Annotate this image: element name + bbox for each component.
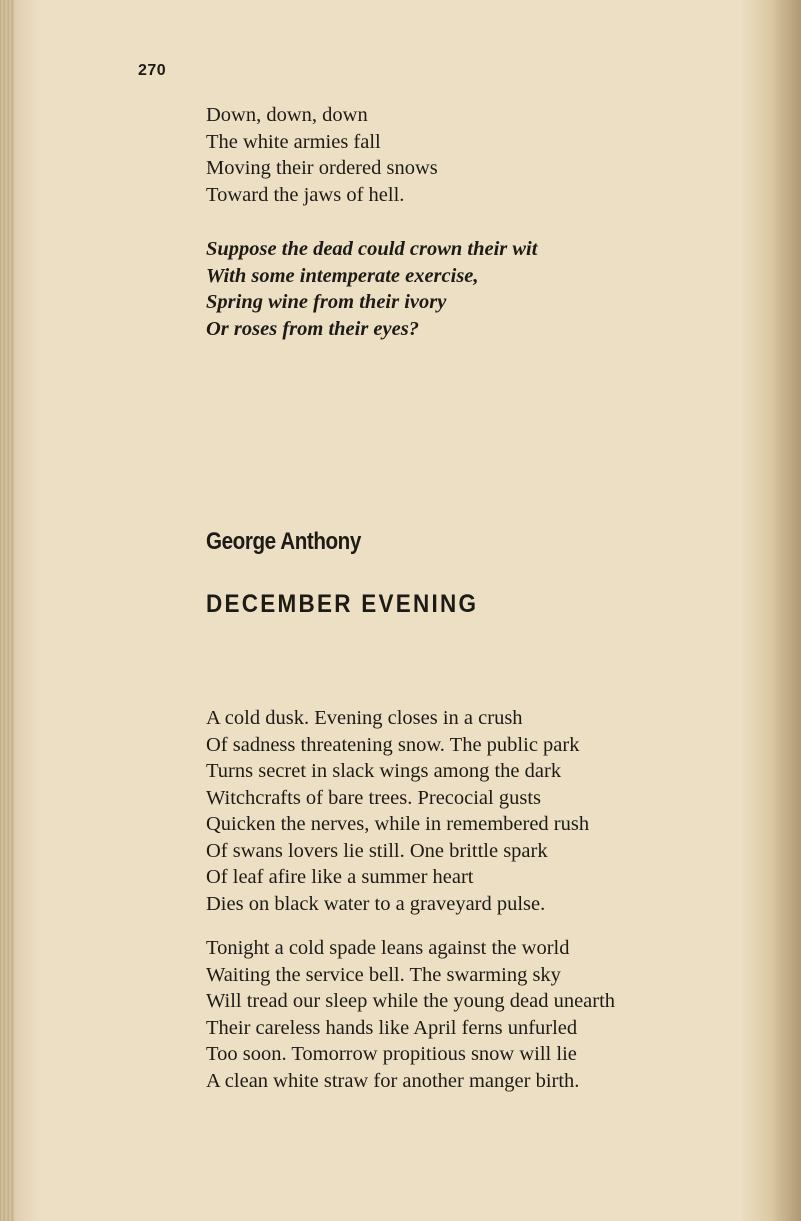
page-edge-shadow <box>771 0 801 1221</box>
poem-author: George Anthony <box>206 528 361 555</box>
book-spine-shadow <box>0 0 14 1221</box>
verse-line: Toward the jaws of hell. <box>206 183 405 206</box>
verse-line: Or roses from their eyes? <box>206 317 419 340</box>
poem-stanza-2 <box>206 935 615 1094</box>
verse-line: Too soon. Tomorrow propitious snow will lie <box>206 1043 577 1065</box>
verse-line: Of leaf afire like a summer heart <box>206 866 474 888</box>
verse-line: Spring wine from their ivory <box>206 291 447 313</box>
verse-line: With some intemperate exercise, <box>206 264 479 287</box>
verse-line: The white armies fall <box>206 130 381 153</box>
verse-line: Witchcrafts of bare trees. Precocial gusts <box>206 786 542 809</box>
poem-title: DECEMBER EVENING <box>206 590 479 618</box>
verse-line: Waiting the service bell. The swarming sky <box>206 963 561 986</box>
verse-line: Turns secret in slack wings among the dark <box>206 760 562 782</box>
verse-line: Dies on black water to a graveyard pulse. <box>206 892 546 915</box>
verse-line: Of sadness threatening snow. The public park <box>206 733 580 756</box>
poem-stanza-1 <box>206 705 589 917</box>
verse-line: Of swans lovers lie still. One brittle spark <box>206 839 548 862</box>
verse-line: Moving their ordered snows <box>206 157 438 179</box>
verse-line: Suppose the dead could crown their wit <box>206 238 538 260</box>
verse-line: A clean white straw for another manger birth. <box>206 1069 580 1092</box>
verse-line: A cold dusk. Evening closes in a crush <box>206 707 523 729</box>
previous-poem-stanza-1 <box>206 102 438 208</box>
verse-line: Quicken the nerves, while in remembered rush <box>206 813 590 835</box>
verse-line: Down, down, down <box>206 104 368 126</box>
page-number: 270 <box>138 62 167 79</box>
verse-line: Their careless hands like April ferns unfurled <box>206 1016 578 1039</box>
previous-poem-stanza-2 <box>206 236 537 342</box>
verse-line: Will tread our sleep while the young dead unearth <box>206 990 616 1012</box>
verse-line: Tonight a cold spade leans against the world <box>206 937 570 959</box>
